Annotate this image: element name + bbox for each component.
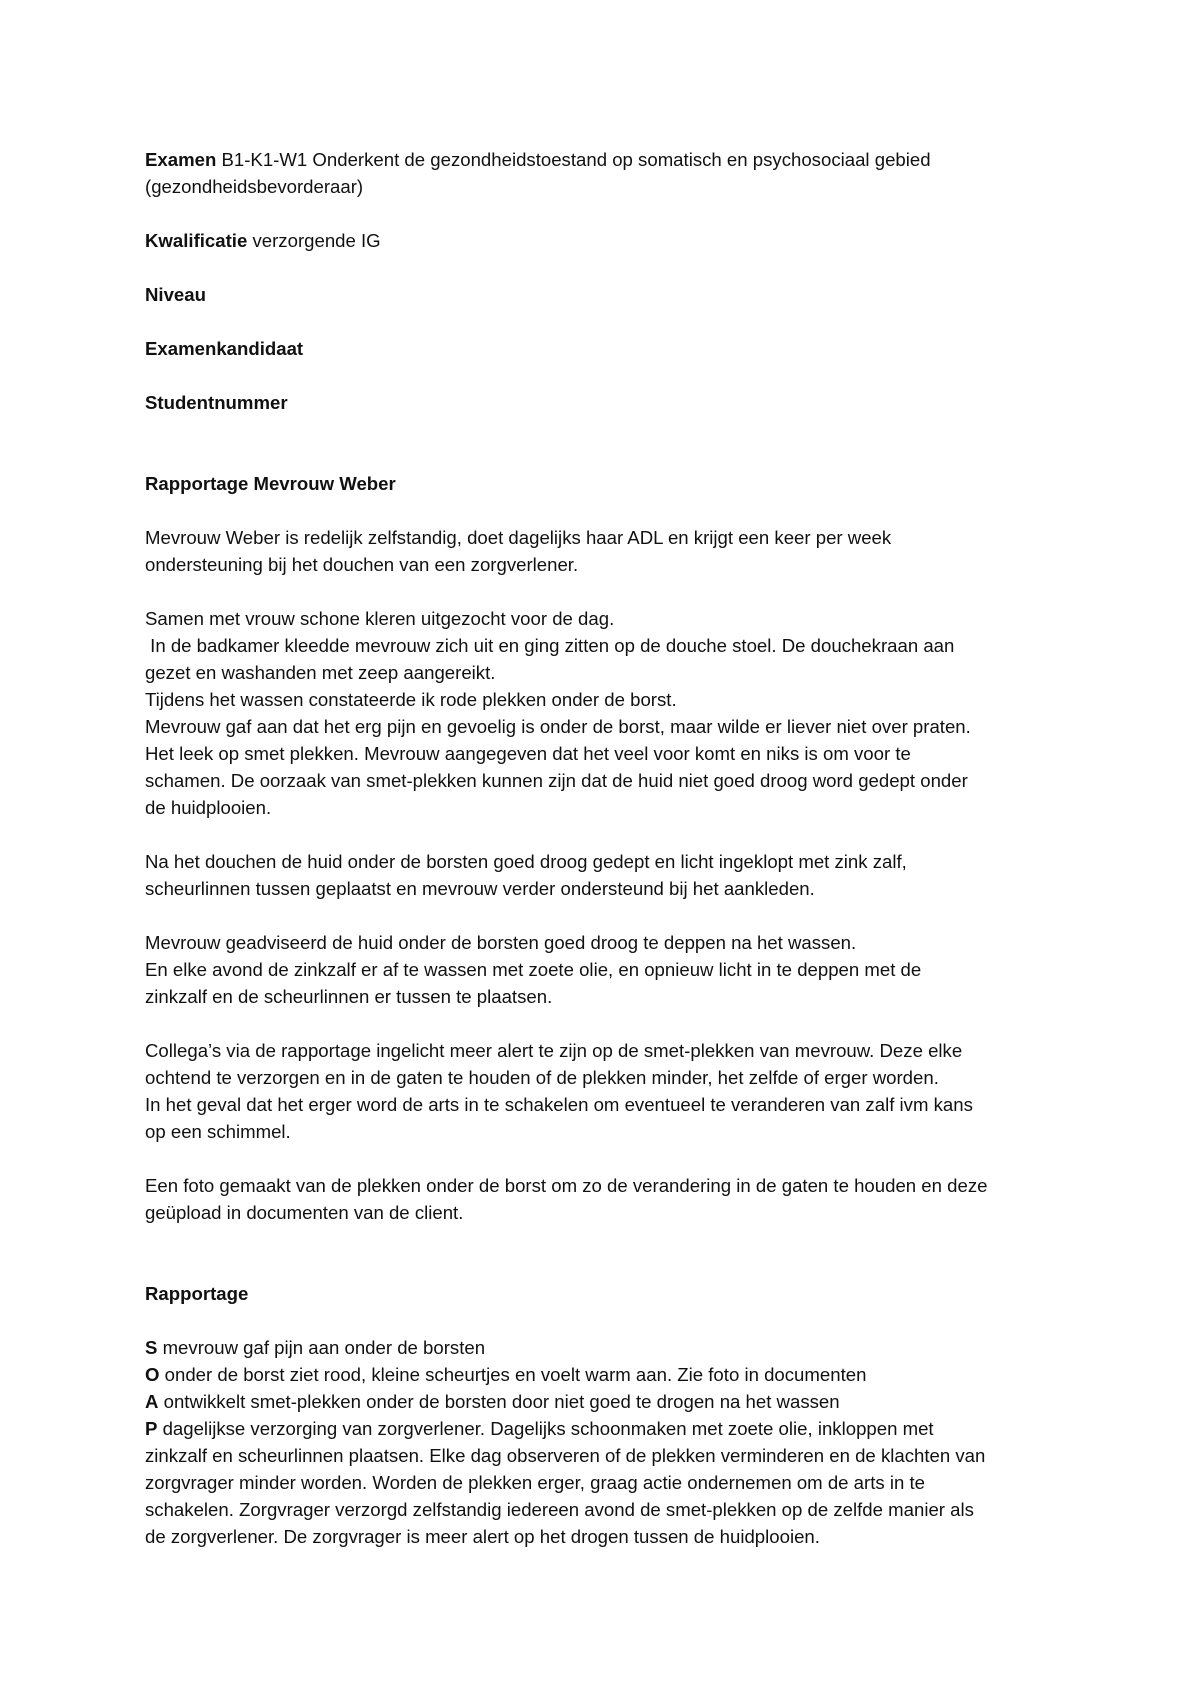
- document-body: [145, 146, 1075, 1550]
- paragraph-line: En elke avond de zinkzalf er af te wassen met zoete olie, en opnieuw licht in te deppen met de: [145, 959, 922, 980]
- paragraph-line: zinkzalf en de scheurlinnen er tussen te plaatsen.: [145, 986, 553, 1007]
- soap-p-label: P: [145, 1418, 158, 1439]
- paragraph-photo: [145, 1172, 1075, 1226]
- paragraph-line: Na het douchen de huid onder de borsten goed droog gedept en licht ingeklopt met zink zalf,: [145, 851, 907, 872]
- examenkandidaat-label: Examenkandidaat: [145, 338, 304, 359]
- report-title-weber: Rapportage Mevrouw Weber: [145, 473, 396, 494]
- paragraph-line: In het geval dat het erger word de arts in te schakelen om eventueel te veranderen van zalf ivm kans: [145, 1094, 973, 1115]
- paragraph-line: de zorgverlener. De zorgvrager is meer alert op het drogen tussen de huidplooien.: [145, 1526, 820, 1547]
- paragraph-line: Het leek op smet plekken. Mevrouw aangegeven dat het veel voor komt en niks is om voor te: [145, 743, 911, 764]
- paragraph-line: Mevrouw Weber is redelijk zelfstandig, doet dagelijks haar ADL en krijgt een keer per week: [145, 527, 892, 548]
- report-title-soap: Rapportage: [145, 1283, 249, 1304]
- paragraph-line: ondersteuning bij het douchen van een zorgverlener.: [145, 554, 579, 575]
- paragraph-observation: [145, 605, 1075, 821]
- exam-label: Examen: [145, 149, 217, 170]
- paragraph-treatment: [145, 848, 1075, 902]
- paragraph-line: Mevrouw gaf aan dat het erg pijn en gevoelig is onder de borst, maar wilde er liever niet over praten.: [145, 716, 971, 737]
- kwalificatie-value: verzorgende IG: [247, 230, 381, 251]
- paragraph-line: zorgvrager minder worden. Worden de plekken erger, graag actie ondernemen om de arts in te: [145, 1472, 925, 1493]
- soap-a-line: [145, 1388, 1075, 1415]
- soap-block: [145, 1334, 1075, 1550]
- paragraph-line: Collega’s via de rapportage ingelicht meer alert te zijn op de smet-plekken van mevrouw. Deze elke: [145, 1040, 963, 1061]
- soap-p-line: [145, 1415, 1075, 1442]
- soap-o-label: O: [145, 1364, 160, 1385]
- paragraph-advice: [145, 929, 1075, 1010]
- paragraph-line: ochtend te verzorgen en in de gaten te houden of de plekken minder, het zelfde of erger worden.: [145, 1067, 939, 1088]
- soap-s-text: mevrouw gaf pijn aan onder de borsten: [157, 1337, 486, 1358]
- soap-o-text: onder de borst ziet rood, kleine scheurtjes en voelt warm aan. Zie foto in documenten: [159, 1364, 867, 1385]
- paragraph-line: schamen. De oorzaak van smet-plekken kunnen zijn dat de huid niet goed droog word gedept onder: [145, 770, 968, 791]
- soap-a-label: A: [145, 1391, 159, 1412]
- paragraph-line: Samen met vrouw schone kleren uitgezocht voor de dag.: [145, 608, 615, 629]
- paragraph-line: geüpload in documenten van de client.: [145, 1202, 464, 1223]
- paragraph-line: In de badkamer kleedde mevrouw zich uit en ging zitten op de douche stoel. De douchekraan aan: [145, 635, 955, 656]
- exam-text: B1-K1-W1 Onderkent de gezondheidstoestand op somatisch en psychosociaal gebied: [216, 149, 931, 170]
- soap-o-line: [145, 1361, 1075, 1388]
- soap-s-label: S: [145, 1337, 158, 1358]
- paragraph-line: zinkzalf en scheurlinnen plaatsen. Elke dag observeren of de plekken verminderen en de klachten van: [145, 1445, 986, 1466]
- kwalificatie-label: Kwalificatie: [145, 230, 248, 251]
- paragraph-line: Een foto gemaakt van de plekken onder de borst om zo de verandering in de gaten te houden en deze: [145, 1175, 988, 1196]
- soap-a-text: ontwikkelt smet-plekken onder de borsten door niet goed te drogen na het wassen: [158, 1391, 840, 1412]
- paragraph-line: gezet en washanden met zeep aangereikt.: [145, 662, 496, 683]
- paragraph-line: op een schimmel.: [145, 1121, 291, 1142]
- paragraph-line: Mevrouw geadviseerd de huid onder de borsten goed droog te deppen na het wassen.: [145, 932, 857, 953]
- niveau-label: Niveau: [145, 284, 206, 305]
- paragraph-line: Tijdens het wassen constateerde ik rode plekken onder de borst.: [145, 689, 677, 710]
- paragraph-line: de huidplooien.: [145, 797, 272, 818]
- paragraph-intro: [145, 524, 1075, 578]
- paragraph-line: schakelen. Zorgvrager verzorgd zelfstandig iedereen avond de smet-plekken op de zelfde manier als: [145, 1499, 974, 1520]
- exam-title-line-2: (gezondheidsbevorderaar): [145, 176, 364, 197]
- exam-title-line: [145, 146, 1075, 173]
- paragraph-line: scheurlinnen tussen geplaatst en mevrouw verder ondersteund bij het aankleden.: [145, 878, 815, 899]
- soap-s-line: [145, 1334, 1075, 1361]
- soap-p-text: dagelijkse verzorging van zorgverlener. Dagelijks schoonmaken met zoete olie, inkloppen met: [157, 1418, 934, 1439]
- paragraph-colleagues: [145, 1037, 1075, 1145]
- kwalificatie-line: [145, 227, 1075, 254]
- studentnummer-label: Studentnummer: [145, 392, 288, 413]
